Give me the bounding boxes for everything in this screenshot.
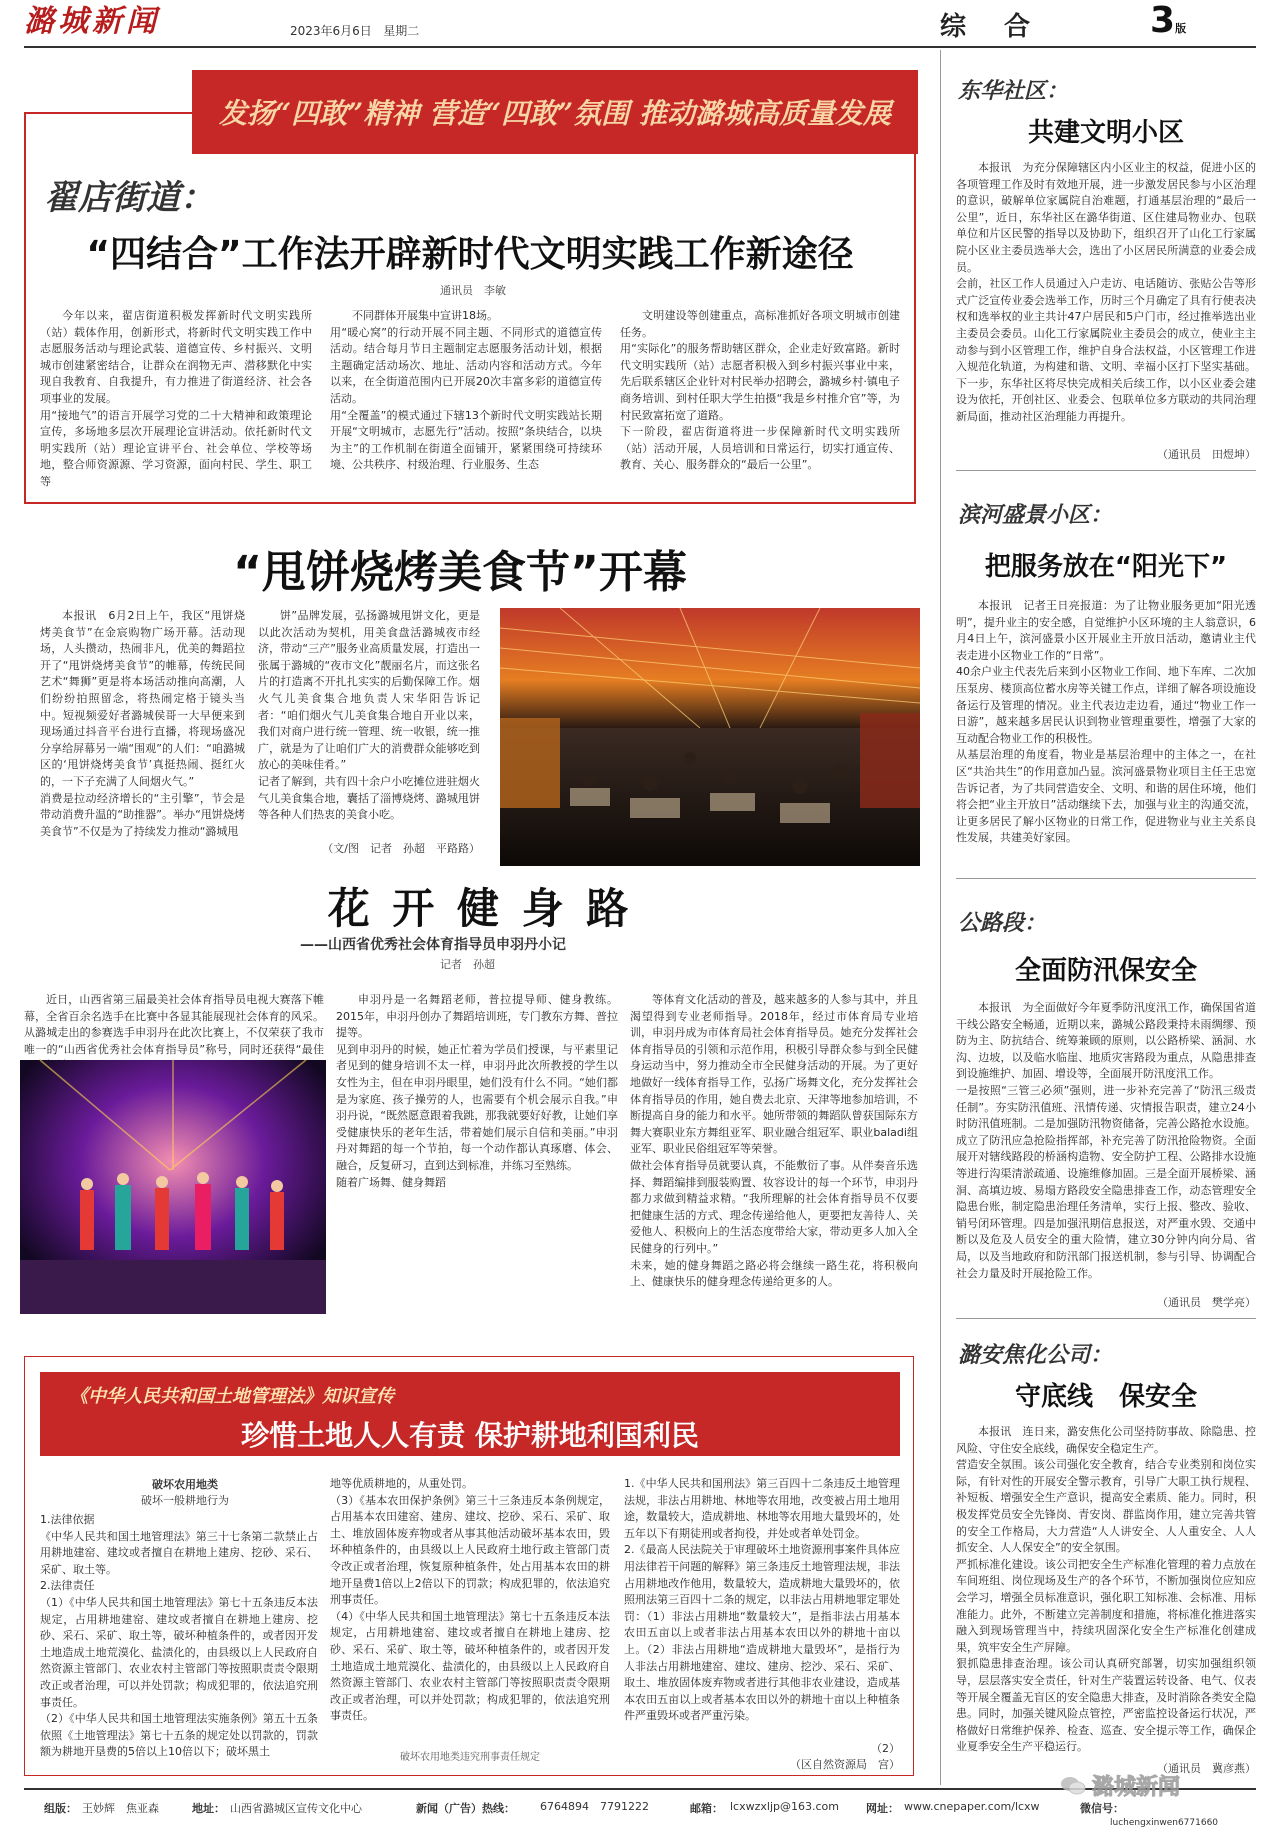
article4-col3 xyxy=(624,1476,900,1740)
banner-text: 发扬“四敢”精神 营造“四敢”氛围 推动潞城高质量发展 xyxy=(219,97,891,130)
subheading-1: 破坏农用地类 xyxy=(152,1478,218,1491)
right3-body-text: 本报讯 为全面做好今年夏季防汛度汛工作，确保国省道干线公路安全畅通，近期以来，潞城公路段秉持未雨绸缪、预防为主、防抗结合、统筹兼顾的原则，以公路桥梁、涵洞、水沟、边坡，以及临水临崖、地质灾害路段为重点，从隐患排查到设施维护、加固、增设等，全面展开防汛度汛工作。 一是按照“三管三必须”强则，进一步补充完善了“防汛三级责任制”。夯实防汛值班、汛情传递、灾情报告职责，建立24小时防汛值班制。二是加强防汛物资储备，完善公路抢水设施。成立了防汛应急抢险指挥部，补充完善了防汛抢险物资。全面展开对辖线路段的桥涵构造物、安全防护工程、公路排水设施等进行沟渠清淤疏通、设施维修加固。三是全面开展桥梁、涵洞、高填边坡、易塌方路段安全隐患排查工作，动态管理安全隐患台账，制定隐患治理任务清单，实行上报、整改、验收、销号闭环管理。四是加强汛期信息报送，对严重水毁、交通中断以及危及人员安全的重大险情，建立30分钟内向分局、省局，以及当地政府和防汛部门报送机制，参与引导、协调配合社会力量及时开展抢险工作。 xyxy=(956,1001,1256,1280)
right1-credit: （通讯员 田煜坤） xyxy=(1157,448,1256,461)
article2-credit: （文/图 记者 孙超 平路路） xyxy=(322,842,480,855)
article3-col3 xyxy=(630,992,918,1312)
article4-banner xyxy=(40,1372,900,1456)
footer-editor-label: 组版： xyxy=(44,1802,77,1815)
right-divider-2 xyxy=(956,878,1256,879)
footer-email-label: 邮箱： xyxy=(690,1802,723,1815)
right4-credit: （通讯员 冀彦燕） xyxy=(1157,1762,1256,1775)
article4-col2-text: 地等优质耕地的，从重处罚。 （3）《基本农田保护条例》第三十三条违反本条例规定，占用基本农田建窑、建房、建坟、挖砂、采石、采矿、取土、堆放固体废弃物或者从事其他活动破坏基本农田，毁坏种植条件的，由县级以上人民政府土地行政主管部门责令改正或者治理，恢复原种植条件，处占用基本农田的耕地开垦费1倍以上2倍以下的罚款；构成犯罪的，依法追究刑事责任。 （4）《中华人民共和国土地管理法》第七十五条违反本法规定，占用耕地建窑、建坟或者擅自在耕地上建房、挖砂、采石、采矿、取土等，破坏种植条件的，或者因开发土地造成土地荒漠化、盐渍化的，由县级以上人民政府自然资源主管部门、农业农村主管部门等按照职责责令限期改正或者治理，可以并处罚款；构成犯罪的，依法追究刑事责任。 xyxy=(330,1477,610,1723)
watermark-text: 潞城新闻 xyxy=(1092,1775,1181,1800)
right2-body xyxy=(956,598,1256,860)
article3-col2-text: 申羽丹是一名舞蹈老师，普拉提导师、健身教练。2015年，申羽丹创办了舞蹈培训班，专门教东方舞、普拉提等。 见到申羽丹的时候，她正忙着为学员们授课，与平素里记者见到的健身培训不太一样，申羽丹此次所教授的学生以女性为主，但在申羽丹眼里，她们没有什么不同。“她们都是为家庭、孩子操劳的人，也需要有个机会展示自我。”申羽丹说，“既然愿意跟着我跳，那我就要好好教，让她们享受健康快乐的老年生活，带着她们展示自信和美丽。”申羽丹对舞蹈的每一个节拍，每一个动作都认真琢磨、体会、融合，反复研习，直到达到标准，并练习至熟练。 随着广场舞、健身舞蹈 xyxy=(336,993,618,1189)
article3-title: 花 开 健 身 路 xyxy=(327,884,633,933)
article1-col2-text: 不同群体开展集中宣讲18场。 用“暖心窝”的行动开展不同主题、不同形式的道德宣传活动。结合每月节日主题制定志愿服务活动计划，根据主题确定活动场次、地址、活动内容和活动方式。今年以来，在全街道范围内已开展20次丰富多彩的道德宣传活动。 用“全覆盖”的模式通过下辖13个新时代文明实践站长期开展“文明城市，志愿先行”活动。按照“条块结合，以块为主”的工作机制在街道全面铺开，紧紧围绕可持续环境、公共秩序、村级治理、行业服务、生态 xyxy=(330,309,602,472)
footer-address: 山西省潞城区宣传文化中心 xyxy=(230,1802,362,1815)
right3-kicker: 公路段： xyxy=(958,910,1047,936)
article2-col1 xyxy=(40,608,245,866)
masthead-section: 综 合 xyxy=(940,12,1037,42)
footer-web: www.cnepaper.com/lcxw xyxy=(904,1800,1040,1813)
article1-byline: 通讯员 李敏 xyxy=(440,284,506,297)
article1-col1 xyxy=(40,308,312,494)
right1-body xyxy=(956,160,1256,446)
article2-title: “甩饼烧烤美食节”开幕 xyxy=(233,547,687,598)
right-divider-1 xyxy=(956,470,1256,471)
article1-col3 xyxy=(620,308,900,494)
article3-byline: 记者 孙超 xyxy=(440,958,495,971)
masthead-date xyxy=(290,22,419,39)
article4-series: 《中华人民共和国土地管理法》知识宣传 xyxy=(70,1386,394,1407)
article2-col2-text: 饼”品牌发展，弘扬潞城甩饼文化，更是以此次活动为契机，用美食盘活潞城夜市经济，带动“三产”服务业高质量发展，打造出一张属于潞城的“夜市文化”靓丽名片，而这张名片的打造离不开扎扎实实的后勤保障工作。烟火气儿美食集合地负责人宋华阳告诉记者：“咱们烟火气儿美食集合地自开业以来，我们对商户进行统一管理、统一收银，统一推广，就是为了让咱们广大的消费群众能够吃到放心的美味佳肴。” 记者了解到，共有四十余户小吃摊位进驻烟火气儿美食集合地，囊括了淄博烧烤、潞城甩饼等各种人们热衷的美食小吃。 xyxy=(258,609,480,822)
masthead-page-number xyxy=(1150,0,1186,41)
footer-email: lcxwzxljp@163.com xyxy=(730,1800,839,1813)
right2-kicker: 滨河盛景小区： xyxy=(958,502,1113,528)
article4-title: 珍惜土地人人有责 保护耕地利国利民 xyxy=(241,1419,699,1452)
wechat-watermark xyxy=(1060,1770,1180,1801)
right4-title: 守底线 保安全 xyxy=(1014,1382,1197,1412)
right3-credit: （通讯员 樊学亮） xyxy=(1157,1296,1256,1309)
footer-address-label: 地址： xyxy=(192,1802,225,1815)
article4-col1-text: 1.法律依据 《中华人民共和国土地管理法》第三十七条第二款禁止占用耕地建窑、建坟或者擅自在耕地上建房、挖砂、采石、采矿、取土等。 2.法律责任 （1）《中华人民共和国土地管理法》第七十五条违反本法规定，占用耕地建窑、建坟或者擅自在耕地上建房、挖砂、采石、采矿、取土等，破坏种植条件的，或者因开发土地造成土地荒漠化、盐渍化的，由县级以上人民政府自然资源主管部门、农业农村主管部门等按照职责责令限期改正或者治理，可以并处罚款；构成犯罪的，依法追究刑事责任。 （2）《中华人民共和国土地管理法实施条例》第五十五条依照《土地管理法》第七十五条的规定处以罚款的，罚款额为耕地开垦费的5倍以上10倍以下；破坏黑土 xyxy=(40,1513,318,1759)
right1-body-text: 本报讯 为充分保障辖区内小区业主的权益，促进小区的各项管理工作及时有效地开展，进一步激发居民参与小区治理的意识，破解单位家属院自治难题，打通基层治理的“最后一公里”，近日，东华社区在潞华街道、区住建局物业办、包联单位和片区民警的指导以及协助下，组织召开了山化工行家属院小区业主委员选举大会，选出了小区居民所满意的业委会成员。 会前，社区工作人员通过入户走访、电话随访、张贴公告等形式广泛宣传业委会选举工作，历时三个月确定了具有行使表决权和选举权的业主共计47户居民和5户门市，经过推举选出业主委员会委员。山化工行家属院业主委员会的成立，使业主主动参与到小区管理工作，维护自身合法权益，小区管理工作进入规范化轨道，为构建和谐、文明、幸福小区打下坚实基础。下一步，东华社区将尽快完成相关后续工作，以小区业委会建设为依托，开创社区、业委会、包联单位多方联动的共同治理新局面，推动社区治理能力再提升。 xyxy=(956,161,1256,423)
article1-kicker: 翟店街道： xyxy=(44,178,214,218)
page-number: 3 xyxy=(1150,0,1176,41)
article1-banner xyxy=(192,70,918,154)
article4-col2-footer: 破坏农用地类违究刑事责任规定 xyxy=(400,1752,540,1763)
right4-kicker: 潞安焦化公司： xyxy=(958,1342,1113,1368)
right-divider-3 xyxy=(956,1318,1256,1319)
right4-body-text: 本报讯 连日来，潞安焦化公司坚持防事故、除隐患、控风险、守住安全底线，确保安全稳定生产。 营造安全氛围。该公司强化安全教育，结合专业类别和岗位实际，有针对性的开展安全警示教育，引导广大职工执行规程、补短板、增强安全生产意识，提高安全素质、能力。同时，积极发挥党员安全先锋岗、青安岗、群监岗作用，建立完善共管的安全工作格局，大力营造“人人讲安全、人人重安全、人人抓安全、人人保安全”的安全氛围。 严抓标准化建设。该公司把安全生产标准化管理的着力点放在车间班组、岗位现场及生产的各个环节，不断加强岗位应知应会学习，增强全员标准意识，强化职工知标准、会标准、用标准能力。此外，不断建立完善制度和措施，将标准化推进落实融入到现场管理当中，持续巩固深化安全生产标准化创建成果，筑牢安全生产屏障。 狠抓隐患排查治理。该公司认真研究部署，切实加强组织领导，层层落实安全责任，针对生产装置运转设备、电气、仪表等开展全覆盖无盲区的安全隐患大排查，及时消除各类安全隐患。同时，加强关键风险点管控，严密监控设备运行状况，严格做好日常维护保养、检查、巡查、安全提示等工作，确保企业夏季安全生产平稳运行。 xyxy=(956,1425,1256,1754)
masthead-paper-name: 潞城新闻 xyxy=(24,4,160,39)
footer-hotline-label: 新闻（广告）热线： xyxy=(416,1802,515,1815)
page-suffix: 版 xyxy=(1175,22,1187,35)
article4-credit: （区自然资源局 宫） xyxy=(790,1758,900,1771)
article1-col2 xyxy=(330,308,602,494)
wechat-icon xyxy=(1060,1775,1086,1797)
right3-title: 全面防汛保安全 xyxy=(1014,956,1197,986)
right2-title: 把服务放在“阳光下” xyxy=(984,552,1228,582)
masthead-rule xyxy=(24,46,1256,48)
article3-intro-text: 近日，山西省第三届最美社会体育指导员电视大赛落下帷幕，全省百余名选手在比赛中各显其能展现社会体育的风采。从潞城走出的参赛选手申羽丹在此次比赛上，不仅荣获了我市唯一的“山西省优秀社会体育指导员”称号，同时还获得“最佳 xyxy=(24,993,324,1056)
article2-col2 xyxy=(258,608,480,838)
article3-col2 xyxy=(336,992,618,1312)
footer-hotline-1: 6764894 xyxy=(540,1800,589,1813)
footer-hotline-2: 7791222 xyxy=(600,1800,649,1813)
footer-web-label: 网址： xyxy=(866,1802,899,1815)
article4-subheading xyxy=(40,1476,330,1508)
article1-col3-text: 文明建设等创建重点，高标准抓好各项文明城市创建任务。 用“实际化”的服务帮助辖区群众，企业走好致富路。新时代文明实践所（站）志愿者积极入到乡村振兴事业中来，先后联系辖区企业针对村民举办招聘会，潞城乡村·镇电子商务培训、到村任职大学生拍摄“我是乡村推介官”等，为村民致富拓宽了道路。 下一阶段，翟店街道将进一步保障新时代文明实践所（站）活动开展，人员培训和日常运行，切实打通宣传、教育、关心、服务群众的“最后一公里”。 xyxy=(620,309,900,472)
food-festival-photo xyxy=(500,608,920,866)
right2-body-text: 本报讯 记者王日亮报道：为了让物业服务更加“阳光透明”，提升业主的安全感，自觉维护小区环境的主人翁意识，6月4日上午，滨河盛景小区开展业主开放日活动，邀请业主代表走进小区物业工作的“日常”。 40余户业主代表先后来到小区物业工作间、地下车库、二次加压泵房、楼顶高位蓄水房等关键工作点，详细了解各项设施设备运行及管理的情况。业主代表边走边看，通过“物业工作一日游”，越来越多居民认识到物业管理重要性，增强了大家的互动配合物业工作的积极性。 从基层治理的角度看，物业是基层治理中的主体之一，在社区“共治共生”的作用意加凸显。滨河盛景物业项目主任王忠宽告诉记者，为了共同营造安全、文明、和谐的居住环境，他们将会把“业主开放日”活动继续下去，加强与业主的沟通交流，让更多居民了解小区物业的日常工作，促进物业与业主关系良性发展，共建美好家园。 xyxy=(956,599,1256,845)
article4-col2 xyxy=(330,1476,610,1744)
food-festival-illustration xyxy=(500,608,920,866)
right3-body xyxy=(956,1000,1256,1292)
dance-performance-photo xyxy=(20,1060,326,1314)
right4-body xyxy=(956,1424,1256,1758)
dance-stage-illustration xyxy=(20,1060,326,1314)
article4-col1 xyxy=(40,1512,318,1758)
article1-title: “四结合”工作法开辟新时代文明实践工作新途径 xyxy=(86,234,854,275)
right1-title: 共建文明小区 xyxy=(1027,118,1184,148)
article3-intro xyxy=(24,992,324,1056)
column-divider xyxy=(940,50,941,1785)
subheading-2: 破坏一般耕地行为 xyxy=(141,1494,229,1507)
date-text: 2023年6月6日 xyxy=(290,24,372,38)
weekday-text: 星期二 xyxy=(383,24,420,38)
article2-col1-text: 本报讯 6月2日上午，我区“甩饼烧烤美食节”在金宸购物广场开幕。活动现场，人头攒动，热闹非凡，优美的舞蹈拉开了“甩饼烧烤美食节”的帷幕，传统民间艺术“舞狮”更是将本场活动推向高潮，人们纷纷拍照留念，将热闹定格于镜头当中。短视频爱好者潞城侯哥一大早便来到现场通过抖音平台进行直播，将现场盛况分享给屏幕另一端“围观”的人们：“咱潞城区的‘甩饼烧烤美食节’真挺热闹、挺红火的，一下子充满了人间烟火气。” 消费是拉动经济增长的“主引擎”，节会是带动消费升温的“助推器”。举办“甩饼烧烤美食节”不仅是为了持续发力推动“潞城甩 xyxy=(40,609,245,838)
article1-col1-text: 今年以来，翟店街道积极发挥新时代文明实践所（站）载体作用，创新形式，将新时代文明实践工作中志愿服务活动与理论武装、道德宣传、乡村振兴、文明城市创建紧密结合，让群众在润物无声、潜移默化中实现自我教育、自我提升，有力推进了街道经济、社会各项事业的发展。 用“接地气”的语言开展学习党的二十大精神和政策理论宣传，多场地多层次开展理论宣讲活动。依托新时代文明实践所（站）理论宣讲平台、社会单位、学校等场地，整合师资源源、学习资源，面向村民、学生、职工等 xyxy=(40,309,312,488)
article3-col3-text: 等体育文化活动的普及，越来越多的人参与其中，并且渴望得到专业老师指导。2018年，经过市体育局专业培训，申羽丹成为市体育局社会体育指导员。她充分发挥社会体育指导员的引领和示范作用，积极引导群众参与到全民健身运动当中，努力推动全市全民健身活动的开展。为了更好地做好一线体育指导工作，弘扬广场舞文化，充分发挥社会体育指导员的作用，她自费去北京、天津等地参加培训，不断提高自身的能力和水平。她所带领的舞蹈队曾获国际东方舞大赛职业东方舞组亚军、职业融合组冠军、职业baladi组亚军、职业民俗组冠军等荣誉。 做社会体育指导员就要认真，不能敷衍了事。从伴奏音乐选择、舞蹈编排到服装购置、妆容设计的每一个环节，申羽丹都力求做到精益求精。“我所理解的社会体育指导员不仅要把健康生活的方式、理念传递给他人，更要把友善待人、关爱他人、积极向上的生活态度带给大家，带动更多人加入全民健身的行列中。” 未来，她的健身舞蹈之路必将会继续一路生花，将积极向上、健康快乐的健身理念传递给更多的人。 xyxy=(630,993,918,1289)
footer-wechat-label: 微信号： xyxy=(1080,1802,1124,1815)
right1-kicker: 东华社区： xyxy=(958,78,1069,104)
article3-subtitle: ——山西省优秀社会体育指导员申羽丹小记 xyxy=(300,937,566,953)
footer-wechat: luchengxinwen6771660 xyxy=(1110,1818,1219,1828)
article4-col3-text: 1.《中华人民共和国刑法》第三百四十二条违反土地管理法规，非法占用耕地、林地等农用地，改变被占用土地用途，数量较大，造成耕地、林地等农用地大量毁坏的，处五年以下有期徒刑或者拘役，并处或者单处罚金。 2.《最高人民法院关于审理破坏土地资源刑事案件具体应用法律若干问题的解释》第三条违反土地管理法规，非法占用耕地改作他用，数量较大，造成耕地大量毁坏的，依照刑法第三百四十二条的规定，以非法占用耕地罪定罪处罚：（1）非法占用耕地“数量较大”，是指非法占用基本农田五亩以上或者非法占用基本农田以外的耕地十亩以上。（2）非法占用耕地“造成耕地大量毁坏”，是指行为人非法占用耕地建窑、建坟、建房、挖沙、采石、采矿、取土、堆放固体废弃物或者进行其他非农业建设，造成基本农田五亩以上或者基本农田以外的耕地十亩以上种植条件严重毁坏或者严重污染。 xyxy=(624,1477,900,1723)
article4-part-no: （2） xyxy=(871,1742,900,1755)
footer-editor: 王妙辉 焦亚森 xyxy=(82,1802,159,1815)
footer-bar xyxy=(24,1800,1256,1820)
